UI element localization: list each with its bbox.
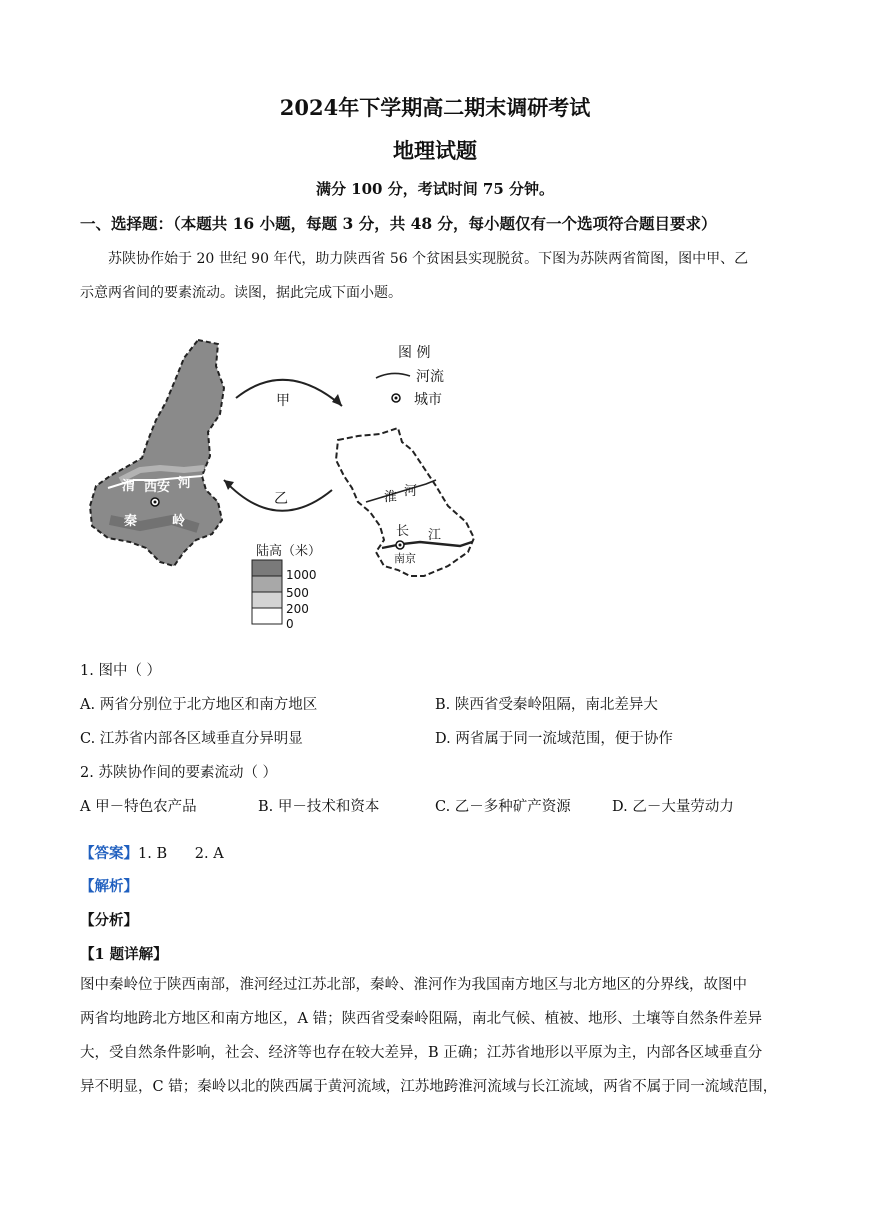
detail-label: 【1 题详解】	[80, 946, 168, 963]
analysis-label: 【解析】	[80, 878, 138, 895]
jiang-label: 江	[428, 528, 442, 543]
stem-line-2: 示意两省间的要素流动。读图，据此完成下面小题。	[80, 285, 402, 301]
detail-line: 两省均地跨北方地区和南方地区，A 错；陕西省受秦岭阻隔，南北气候、植被、地形、土壤等自然条件差异	[80, 1011, 763, 1027]
detail-line: 异不明显，C 错；秦岭以北的陕西属于黄河流域，江苏地跨淮河流域与长江流域，两省不属于同一流域范围，	[80, 1079, 778, 1095]
wei-label: 渭	[122, 479, 136, 494]
chang-label: 长	[396, 524, 410, 539]
stem-line-1: 苏陕协作始于 20 世纪 90 年代，助力陕西省 56 个贫困县实现脱贫。下图为苏陕两省简图，图中甲、乙	[108, 251, 749, 267]
qin-label: 秦	[124, 514, 138, 529]
subject-title: 地理试题	[393, 138, 477, 163]
legend-river-label: 河流	[416, 369, 444, 385]
map-figure	[80, 330, 520, 640]
elev-swatch-500	[252, 576, 282, 592]
elev-label-500: 500	[286, 586, 309, 600]
xian-label: 西安	[144, 480, 171, 495]
elev-label-0: 0	[286, 617, 294, 631]
elev-swatch-1000	[252, 560, 282, 576]
answer-text: 1. B 2. A	[138, 846, 224, 862]
shaanxi-shape	[90, 340, 224, 566]
answer-label: 【答案】	[80, 845, 138, 862]
q1-option-d: D. 两省属于同一流域范围，便于协作	[435, 731, 673, 747]
exam-title: 2024年下学期高二期末调研考试	[279, 95, 591, 120]
legend-city-label: 城市	[414, 392, 442, 408]
q1-option-c: C. 江苏省内部各区域垂直分异明显	[80, 731, 303, 747]
elev-swatch-0	[252, 608, 282, 624]
q2-stem: 2. 苏陕协作间的要素流动（ ）	[80, 765, 278, 781]
q2-option-c: C. 乙－多种矿产资源	[435, 799, 571, 815]
arrow-jia-label: 甲	[276, 393, 290, 409]
q1-option-a: A. 两省分别位于北方地区和南方地区	[80, 697, 318, 713]
answer-line	[80, 842, 224, 863]
exam-info: 满分 100 分，考试时间 75 分钟。	[315, 180, 555, 198]
elev-label-200: 200	[286, 602, 309, 616]
q2-option-d: D. 乙－大量劳动力	[612, 799, 734, 815]
q2-option-b: B. 甲－技术和资本	[258, 799, 380, 815]
huai-label: 淮	[384, 490, 398, 505]
he-label-2: 河	[404, 484, 418, 499]
q1-option-b: B. 陕西省受秦岭阻隔，南北差异大	[435, 697, 658, 713]
section-heading: 一、选择题：（本题共 16 小题，每题 3 分，共 48 分，每小题仅有一个选项符合题目要求）	[80, 214, 717, 233]
elev-label-1000: 1000	[286, 568, 317, 582]
nanjing-label: 南京	[394, 552, 416, 565]
elev-title: 陆高（米）	[256, 544, 322, 559]
detail-paragraph	[80, 968, 777, 1104]
legend-title: 图 例	[398, 345, 431, 361]
fenxi-label: 【分析】	[80, 912, 138, 929]
he-label-1: 河	[178, 476, 192, 491]
q2-option-a: A 甲－特色农产品	[80, 799, 197, 815]
legend-river-icon	[376, 373, 410, 378]
q1-stem: 1. 图中（ ）	[80, 663, 162, 679]
detail-line: 大，受自然条件影响，社会、经济等也存在较大差异，B 正确；江苏省地形以平原为主，内部各区域垂直分	[80, 1045, 763, 1061]
elev-swatch-200	[252, 592, 282, 608]
detail-line: 图中秦岭位于陕西南部，淮河经过江苏北部，秦岭、淮河作为我国南方地区与北方地区的分界线，故图中	[80, 977, 747, 993]
arrow-yi-label: 乙	[274, 491, 288, 507]
ling-label: 岭	[172, 514, 186, 529]
